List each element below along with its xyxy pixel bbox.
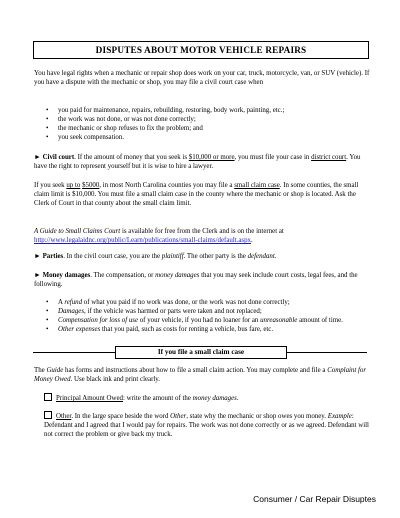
small-claims-paragraph <box>34 181 370 208</box>
guide-forms-paragraph <box>34 366 370 384</box>
text: , state why the mechanic or shop owes you money. <box>186 413 328 420</box>
text: If you seek <box>34 182 67 189</box>
text: . In the civil court case, you are the <box>63 253 162 260</box>
parties-paragraph <box>34 252 370 261</box>
list-item: • the mechanic or shop refuses to fix the problem; and <box>58 124 378 133</box>
text: The <box>34 367 47 374</box>
guide-paragraph <box>34 227 370 245</box>
list-item: • the work was not done, or was not done correctly; <box>58 115 378 124</box>
text: of your vehicle, if you had no loaner for an <box>138 317 261 325</box>
section-heading: If you file a small claim case <box>115 346 287 359</box>
list-item <box>58 298 358 307</box>
text: . In the large space beside the word <box>71 413 171 420</box>
arrow-marker: ► <box>34 272 41 279</box>
money-damages-term: money damages <box>155 272 200 279</box>
parties-heading: Parties <box>42 253 64 260</box>
checkbox-icon <box>44 393 52 401</box>
plaintiff-term: plaintiff <box>161 253 184 260</box>
money-damages-term: money damages <box>192 395 237 402</box>
money-damages-heading: Money damages <box>42 272 91 279</box>
arrow-marker: ► <box>34 253 41 260</box>
guide-link[interactable]: http://www.legalaidnc.org/public/Learn/publications/small-claims/default.aspx <box>34 237 252 245</box>
text: has forms and instructions about how to file a small claim action. You may complete and file a <box>63 367 328 374</box>
text: , in most North Carolina counties you may file a <box>99 182 235 189</box>
small-claims-amount: $5000 <box>82 182 100 189</box>
text: . The other party is the <box>183 253 248 260</box>
text: . <box>251 237 253 245</box>
text: . In some counties, the small claim limit is $10,000. You must file a small claim case in the county where the mechanic or shop is located. Ask the Clerk of Court in that county about the small claim limit. <box>34 182 359 208</box>
money-damages-paragraph <box>34 271 370 289</box>
principal-amount-label: Principal Amount Owed <box>56 395 123 402</box>
other-term: Other <box>170 413 187 420</box>
refund-term: refund <box>64 299 83 306</box>
checkbox-icon <box>44 411 52 419</box>
other-expenses-term: Other expenses <box>58 326 101 334</box>
loss-of-use-term: Compensation for loss of use <box>58 317 139 325</box>
text: . The compensation, or <box>90 272 156 279</box>
page-title: DISPUTES ABOUT MOTOR VEHICLE REPAIRS <box>33 41 369 59</box>
text: amount of time. <box>297 317 343 325</box>
small-claim-term: small claim case <box>234 182 280 189</box>
text: . If the amount of money that you seek is <box>74 154 189 161</box>
page-footer: Consumer / Car Repair Disuptes <box>253 494 376 504</box>
intro-paragraph: You have legal rights when a mechanic or repair shop does work on your car, truck, motorcycle, van, or SUV (vehicle). If you have a dispute with the mechanic or shop, you may file a civil court case when <box>34 70 370 87</box>
text: , you must file your case in <box>234 154 312 161</box>
civil-court-paragraph <box>34 153 370 171</box>
conditions-list <box>44 106 378 142</box>
other-item <box>44 411 370 439</box>
text: , if the vehicle was harmed or parts were taken and not replaced; <box>84 308 262 316</box>
guide-title: A Guide to Small Claims Court <box>34 228 121 235</box>
text: . Use black ink and print clearly. <box>70 376 161 384</box>
list-item: • you seek compensation. <box>58 133 378 142</box>
up-to-term: up to <box>66 182 81 189</box>
damages-term: Damages <box>58 308 85 316</box>
list-item: • you paid for maintenance, repairs, rebuilding, restoring, body work, painting, etc.; <box>58 106 378 115</box>
text: A <box>58 299 65 306</box>
unreasonable-term: unreasonable <box>260 317 298 325</box>
other-label: Other <box>56 413 72 420</box>
text: of what you paid if no work was done, or the work was not done correctly; <box>82 299 290 306</box>
list-item <box>58 325 358 334</box>
amount-limit: $10,000 or more <box>188 154 235 161</box>
example-term: Example <box>327 413 352 420</box>
complaint-form-name: Complaint for Money Owed <box>34 367 367 384</box>
text: is available for free from the Clerk and is on the internet at <box>120 228 284 235</box>
damages-list <box>44 298 358 334</box>
civil-court-heading: Civil court <box>42 154 75 161</box>
district-court-term: district court <box>311 154 347 161</box>
arrow-marker: ► <box>34 154 41 161</box>
text: . <box>274 253 277 260</box>
defendant-term: defendant <box>247 253 275 260</box>
text: . You have the right to represent yourself but it is wise to hire a lawyer. <box>34 154 361 171</box>
text: : Defendant and I agreed that I would pay for repairs. The work was not done correctly or as we agreed. Defendant will not correct the problem or give back my truck. <box>44 413 369 439</box>
text: . <box>236 395 239 402</box>
principal-amount-item <box>44 393 364 403</box>
text: : write the amount of the <box>123 395 193 402</box>
list-item <box>58 316 358 325</box>
guide-term: Guide <box>46 367 64 374</box>
list-item <box>58 307 358 316</box>
text: that you paid, such as costs for renting a vehicle, bus fare, etc. <box>100 326 274 334</box>
text: that you may seek include court costs, legal fees, and the following. <box>34 272 358 289</box>
